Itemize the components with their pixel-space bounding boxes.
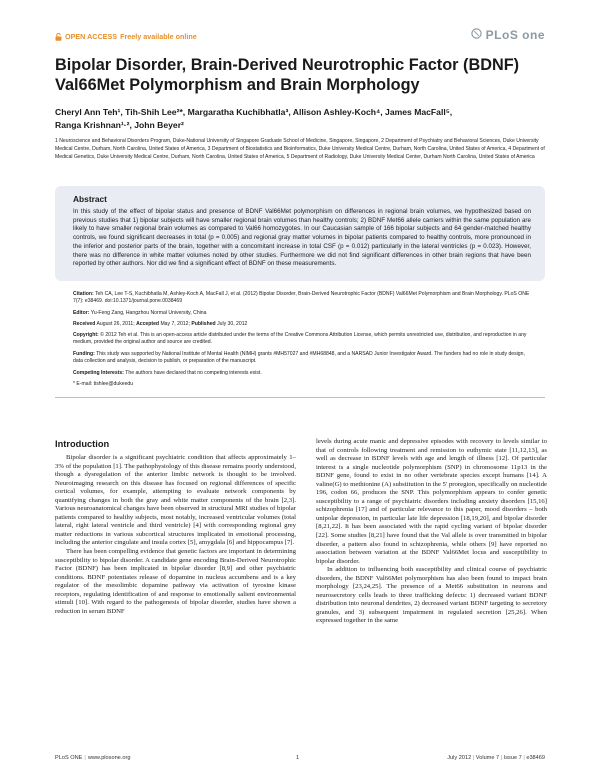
freely-available-label: Freely available online xyxy=(120,32,197,41)
accepted-label: Accepted xyxy=(136,321,160,327)
competing-label: Competing Interests: xyxy=(73,370,124,376)
footer-issue-info: July 2012 | Volume 7 | Issue 7 | e38469 xyxy=(447,755,545,761)
header-bar xyxy=(55,28,545,48)
left-column xyxy=(55,454,296,616)
open-access-label: OPEN ACCESS xyxy=(65,32,118,41)
copyright xyxy=(73,332,533,347)
funding-text: This study was supported by National Institute of Mental Health (NIMH) grants #MH57027 and #MH68848, and a NARSAD Junior Investigator Award. The funders had no role in study design, data collection and analysis, decision to publish, or preparation of the manuscript. xyxy=(73,351,525,365)
abstract-text: In this study of the effect of bipolar status and presence of BDNF Val66Met polymorphism on differences in regional brain volumes, we hypothesized based on previous studies that 1) bipolar subjects will have smaller regional brain volumes than healthy controls; 2) BDNF Met66 allele carriers within the same population are likely to have smaller regional brain volumes as compared to Val66 homozygotes. In our Caucasian sample of 166 bipolar subjects and 64 gender-matched healthy controls, we found significant decreases in total (p = 0.005) and regional gray matter volumes in bipolar patients compared to healthy controls, more pronounced in the inferior and posterior parts of the brain, together with a concomitant increase in total CSF (p = 0.012) particularly in the lateral ventricles (p = 0.023). However, there was no difference in white matter volumes noted by other studies. Furthermore we did not find significant differences in other brain regions that have been reported by other authors. Nor did we find a significant effect of BDNF on these measurements. xyxy=(73,208,531,268)
journal-url-link[interactable]: www.plosone.org xyxy=(87,755,131,761)
copyright-label: Copyright: xyxy=(73,332,99,338)
footer-issue: Issue 7 xyxy=(503,755,522,761)
abstract-box xyxy=(55,186,545,281)
citation-text: Teh CA, Lee T-S, Kuchibhatla M, Ashley-Koch A, MacFall J, et al. (2012) Bipolar Disorder, Brain-Derived Neurotrophic Factor (BDNF) Val66Met Polymorphism and Brain Morphology. PLoS ONE 7(7): e38469. doi:10.1371/journal.pone.0038469 xyxy=(73,291,530,305)
funding-label: Funding: xyxy=(73,351,95,357)
article-title: Bipolar Disorder, Brain-Derived Neurotrophic Factor (BDNF) Val66Met Polymorphism and Brain Morphology xyxy=(55,56,520,94)
introduction-heading: Introduction xyxy=(55,439,110,449)
published-label: Published xyxy=(191,321,216,327)
open-access-badge xyxy=(55,32,197,41)
journal-logo xyxy=(471,28,545,42)
author-line: Ranga Krishnan¹·², John Beyer² xyxy=(55,120,184,130)
author-list xyxy=(55,106,545,132)
abstract-heading: Abstract xyxy=(73,194,107,204)
accepted-date: May 7, 2012; xyxy=(160,321,190,327)
page-number: 1 xyxy=(296,755,300,761)
competing-text: The authors have declared that no competing interests exist. xyxy=(125,370,262,376)
plos-globe-icon xyxy=(471,28,482,42)
citation xyxy=(73,291,533,306)
editor-label: Editor: xyxy=(73,310,90,316)
footer-volume: Volume 7 xyxy=(475,755,500,761)
paragraph: In addition to influencing both susceptibility and clinical course of psychiatric disorders, the BDNF Val66Met polymorphism has also been found to impact brain morphology [23,24,25]. The presence of a Met66 substitution in neurons and neurosecretory cells leads to three trafficking defects: 1) decreased variant BDNF distribution into neuronal dendrites, 2) decreased variant BDNF targeting to secretory granules, and 3) subsequent impairment in regulated secretion [25,26]. When expressed together in the same xyxy=(316,566,547,625)
page-footer xyxy=(55,755,545,765)
paragraph: levels during acute manic and depressive episodes with recovery to levels similar to that of controls following treatment and remission to euthymic state [11,12,13], as well as decrease in BDNF levels with age and length of illness [12]. Of particular interest is a single nucleotide polymorphism (SNP) in chromosome 11p13 in the BDNF gene, found to exist in no other vertebrate species except humans [14]. A valine(G) to methionine (A) substitution in the 5′ proregion, specifically on nucleotide 196, codon 66, produces the SNP. This polymorphism appears to confer genetic susceptibility to a range of psychiatric disorders including anxiety disorders [15,16] schizophrenia [17] and of particular relevance to this paper, mood disorders – both unipolar depression, in particular late life depression [18,19,20], and bipolar disorder [8,21,22]. It has been associated with the rapid cycling variant of bipolar disorder [22]. Some studies [8,21] have found that the Val allele is over transmitted in bipolar disorder, a pattern also found in schizophrenia, while others [9] have reported no association between variation at the BDNF Val66Met locus and susceptibility to bipolar disorder. xyxy=(316,438,548,565)
affiliations: 1 Neuroscience and Behavioral Disorders Program, Duke-National University of Singapore Graduate School of Medicine, Singapore, Singapore, 2 Department of Psychiatry and Behavioral Sciences, Duke University Medical Centre, Durham, North Carolina, United States of America, 3 Department of Biostatistics and Bioinformatics, Duke University Medical Centre, Durham, North Carolina, United States of America, 4 Department of Medical Genetics, Duke University Medical Centre, Durham, North Carolina, United States of America, 5 Department of Radiology, Duke University Medical Center, Durham North Carolina, United States of America xyxy=(55,138,545,160)
editor xyxy=(73,310,533,317)
published-date: July 30, 2012 xyxy=(217,321,248,327)
footer-journal-name: PLoS ONE xyxy=(55,755,83,761)
right-column xyxy=(316,438,547,626)
copyright-text: © 2012 Teh et al. This is an open-access article distributed under the terms of the Creative Commons Attribution License, which permits unrestricted use, distribution, and reproduction in any medium, provided the original author and source are credited. xyxy=(73,332,527,346)
paragraph: There has been compelling evidence that genetic factors are important in determining susceptibility to bipolar disorder. A candidate gene encoding Brain-Derived Neurotrophic Factor (BDNF) has been implicated in bipolar disorder [8,9] and other psychiatric conditions. BDNF potentiates release of dopamine in nucleus accumbens and is a key regulator of the mesolimbic dopamine pathway via activation of tyrosine kinase receptors, regulating identification of and response to emotionally salient environmental stimuli [10]. With regard to the pathogenesis of bipolar disorder, studies have shown a reduction in serum BDNF xyxy=(55,548,296,615)
email-link[interactable]: * E-mail: tishlee@dukeedu xyxy=(73,381,134,387)
received-date: August 26, 2011; xyxy=(96,321,135,327)
dates xyxy=(73,321,533,328)
open-lock-icon xyxy=(55,33,62,41)
editor-text: Yu-Feng Zang, Hangzhou Normal University, China xyxy=(90,310,207,316)
author-line: Cheryl Ann Teh¹, Tih-Shih Lee²*, Margaratha Kuchibhatla³, Allison Ashley-Koch⁴, James MacFall⁵, xyxy=(55,107,453,117)
footer-journal: PLoS ONE | www.plosone.org xyxy=(55,755,131,761)
journal-logo-text: PLoS one xyxy=(485,28,545,42)
citation-label: Citation: xyxy=(73,291,94,297)
footer-article-id: e38469 xyxy=(526,755,545,761)
divider xyxy=(55,397,545,398)
paragraph: Bipolar disorder is a significant psychiatric condition that affects approximately 1–3% of the population [1]. The pathophysiology of this disease remains poorly understood, though a dysregulation of the anterior limbic network is thought to be involved. Neuroimaging research on this disease has focused on regional differences of specific cortical volumes, for example, attempting to evaluate network components by quantifying changes in both the gray and white matter components of the brain [2,3]. Various neuroanatomical changes have been observed in structural MRI studies of bipolar patients compared to healthy subjects, most notably, increased ventricular volumes (total lateral, right lateral ventricle and third ventricle) [4] with corresponding regional grey matter reductions in various subcortical structures implicated in emotional processing, including the anterior cingulate and insula cortex [5], amygdala [6] and hippocampus [7]. xyxy=(55,454,296,547)
received-label: Received xyxy=(73,321,96,327)
funding xyxy=(73,351,533,366)
competing-interests xyxy=(73,370,533,377)
footer-date: July 2012 xyxy=(447,755,472,761)
